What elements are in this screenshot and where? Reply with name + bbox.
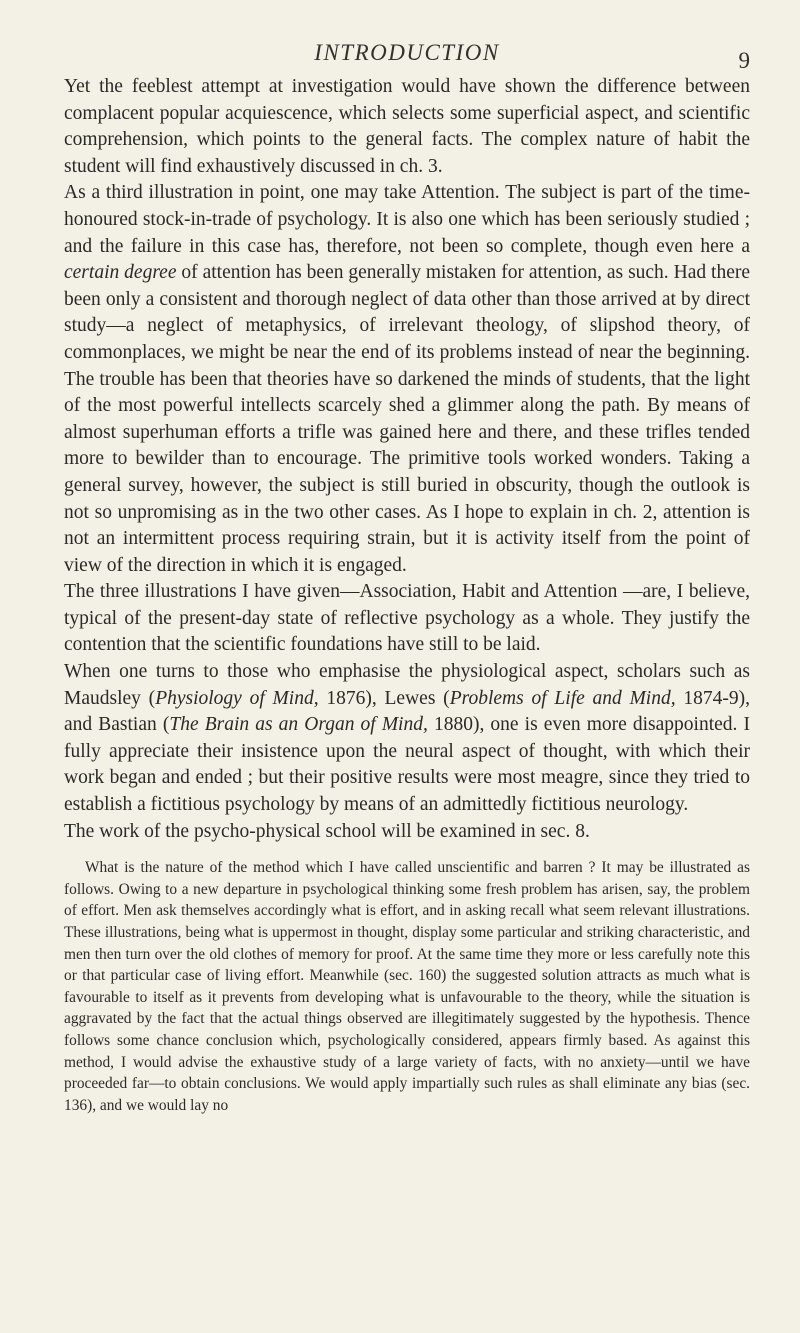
text-run: 1876), Lewes ( [318, 687, 450, 709]
text-run: of attention has been generally mistaken for attention, as such. Had there been only a consistent and thorough neglect of data other than those arrived at by direct study—a neglect of metaphysics, of irrelevant theology, of slipshod theory, of commonplaces, we might be near the end of its problems instead of near the beginning. The trouble has been that theories have so darkened the minds of students, that the light of the most powerful intellects scarcely shed a glimmer along the path. By means of almost superhuman efforts a trifle was gained here and there, and these trifles tended more to bewilder than to encourage. The primitive tools worked wonders. Taking a general survey, however, the subject is still buried in obscurity, though the outlook is not so unpromising as in the two other cases. As I hope to explain in ch. 2, attention is not an intermittent process requiring strain, but it is activity itself from the point of view of the direction in which it is engaged. [64, 262, 750, 576]
body-text [64, 74, 750, 845]
page-number: 9 [738, 48, 750, 73]
text-run: 1880), one is even more disappointed. I fully appreciate their insistence upon the neural aspect of thought, with which their work began and ended ; but their positive results were most meagre, since they tried to establish a fictitious psychology by means of an admittedly fictitious neurology. [64, 714, 750, 816]
footnote-area [64, 857, 750, 1116]
text-run: As a third illustration in point, one may take Attention. The subject is part of the time-honoured stock-in-trade of psychology. It is also one which has been seriously studied ; and the failure in this case has, therefore, not been so complete, though even here a [64, 182, 750, 257]
paragraph-habit-conclusion [64, 74, 750, 180]
italic-phrase: certain degree [64, 262, 177, 284]
book-title-brain-as-organ-of-mind: The Brain as an Organ of Mind, [169, 714, 428, 736]
book-title-physiology-of-mind: Physiology of Mind, [155, 687, 319, 709]
running-title: INTRODUCTION [314, 40, 500, 65]
paragraph-psycho-physical [64, 819, 750, 846]
text-run: The work of the psycho-physical school will be examined in sec. 8. [64, 820, 590, 842]
text-run: Yet the feeblest attempt at investigation would have shown the difference between complacent popular acquiescence, which selects some superficial aspect, and scientific comprehension, which points to the general facts. The complex nature of habit the student will find exhaustively discussed in ch. 3. [64, 76, 750, 177]
book-title-problems-of-life-and-mind: Problems of Life and Mind, [449, 687, 676, 709]
book-page [64, 22, 750, 1116]
text-run: The three illustrations I have given—Association, Habit and Attention —are, I believe, typical of the present-day state of reflective psychology as a whole. They justify the contention that the scientific foundations have still to be laid. [64, 581, 750, 656]
text-run: 1874-9), and Bastian ( [64, 687, 750, 736]
paragraph-physiological-aspect [64, 659, 750, 819]
footnote-text: What is the nature of the method which I have called unscientific and barren ? It may be illustrated as follows. Owing to a new departure in psychological thinking some fresh problem has arisen, say, the problem of effort. Men ask themselves accordingly what is effort, and in asking recall what seem relevant illustrations. These illustrations, being what is uppermost in thought, display some particular and striking characteristic, and men then turn over the old clothes of memory for proof. At the same time they more or less carefully note this or that particular case of living effort. Meanwhile (sec. 160) the suggested solution attracts as much what is favourable to itself as it prevents from developing what is unfavourable to the theory, while the situation is aggravated by the fact that the actual things observed are illegitimately suggested by the hypothesis. Thence follows some chance conclusion which, psychologically considered, appears firmly based. As against this method, I would advise the exhaustive study of a large variety of facts, with no anxiety—until we have proceeded far—to obtain conclusions. We would apply impartially such rules as shall eliminate any bias (sec. 136), and we would lay no [64, 859, 750, 1114]
paragraph-attention [64, 180, 750, 579]
paragraph-three-illustrations [64, 579, 750, 659]
text-run: When one turns to those who emphasise the physiological aspect, scholars such as Maudsley ( [64, 661, 750, 709]
running-header [64, 22, 750, 74]
